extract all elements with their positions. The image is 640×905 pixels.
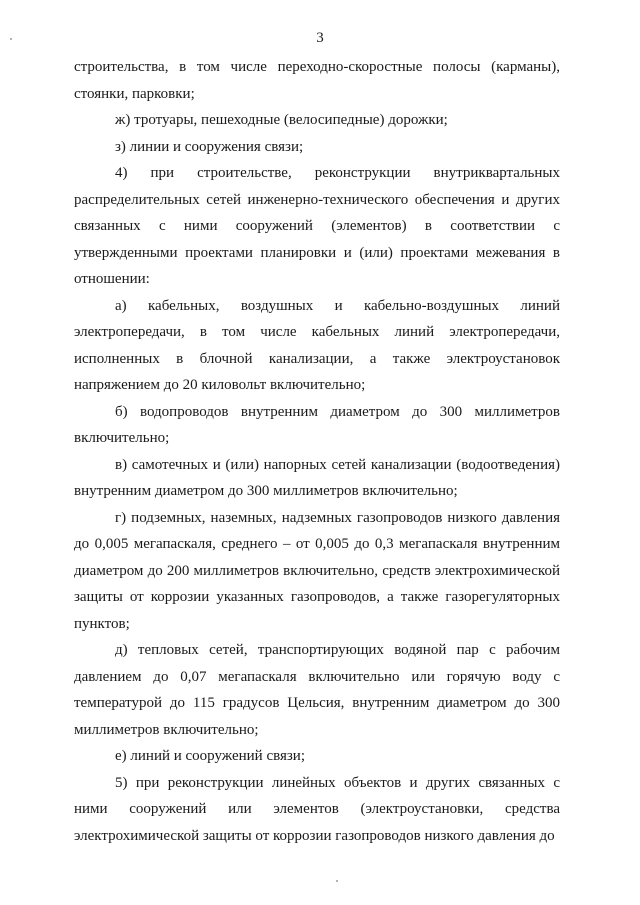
scan-speck (10, 38, 12, 40)
document-body (74, 54, 560, 849)
page-number: 3 (316, 30, 324, 46)
paragraph-item-g: г) подземных, наземных, надземных газопроводов низкого давления до 0,005 мегапаскаля, среднего – от 0,005 до 0,3 мегапаскаля внутренним диаметром до 200 миллиметров включительно, средств электрохимической защиты от коррозии указанных газопроводов, а также газорегуляторных пунктов; (74, 509, 560, 632)
paragraph-item-e: е) линий и сооружений связи; (115, 748, 306, 764)
paragraph-item-4: 4) при строительстве, реконструкции внутриквартальных распределительных сетей инженерно-технического обеспечения и других связанных с ними сооружений (элементов) в соответствии с утвержденными проектами планировки и (или) проектами межевания в отношении: (74, 165, 560, 287)
paragraph-item-b: б) водопроводов внутренним диаметром до 300 миллиметров включительно; (74, 403, 560, 446)
paragraph-item-d: д) тепловых сетей, транспортирующих водяной пар с рабочим давлением до 0,07 мегапаскаля включительно или горячую воду с температурой до 115 градусов Цельсия, внутренним диаметром до 300 миллиметров включительно; (74, 642, 560, 738)
paragraph-continuation: строительства, в том числе переходно-скоростные полосы (карманы), стоянки, парковки; (74, 59, 560, 102)
scan-speck (336, 880, 338, 882)
paragraph-item-a: а) кабельных, воздушных и кабельно-воздушных линий электропередачи, в том числе кабельных линий электропередачи, исполненных в блочной канализации, а также электроустановок напряжением до 20 киловольт включительно; (74, 297, 560, 393)
paragraph-item-5: 5) при реконструкции линейных объектов и других связанных с ними сооружений или элементов (электроустановки, средства электрохимической защиты от коррозии газопроводов низкого давления до (74, 774, 560, 844)
paragraph-item-zh: ж) тротуары, пешеходные (велосипедные) дорожки; (115, 112, 448, 128)
paragraph-item-v: в) самотечных и (или) напорных сетей канализации (водоотведения) внутренним диаметром до 300 миллиметров включительно; (74, 456, 560, 499)
paragraph-item-z: з) линии и сооружения связи; (115, 138, 304, 155)
